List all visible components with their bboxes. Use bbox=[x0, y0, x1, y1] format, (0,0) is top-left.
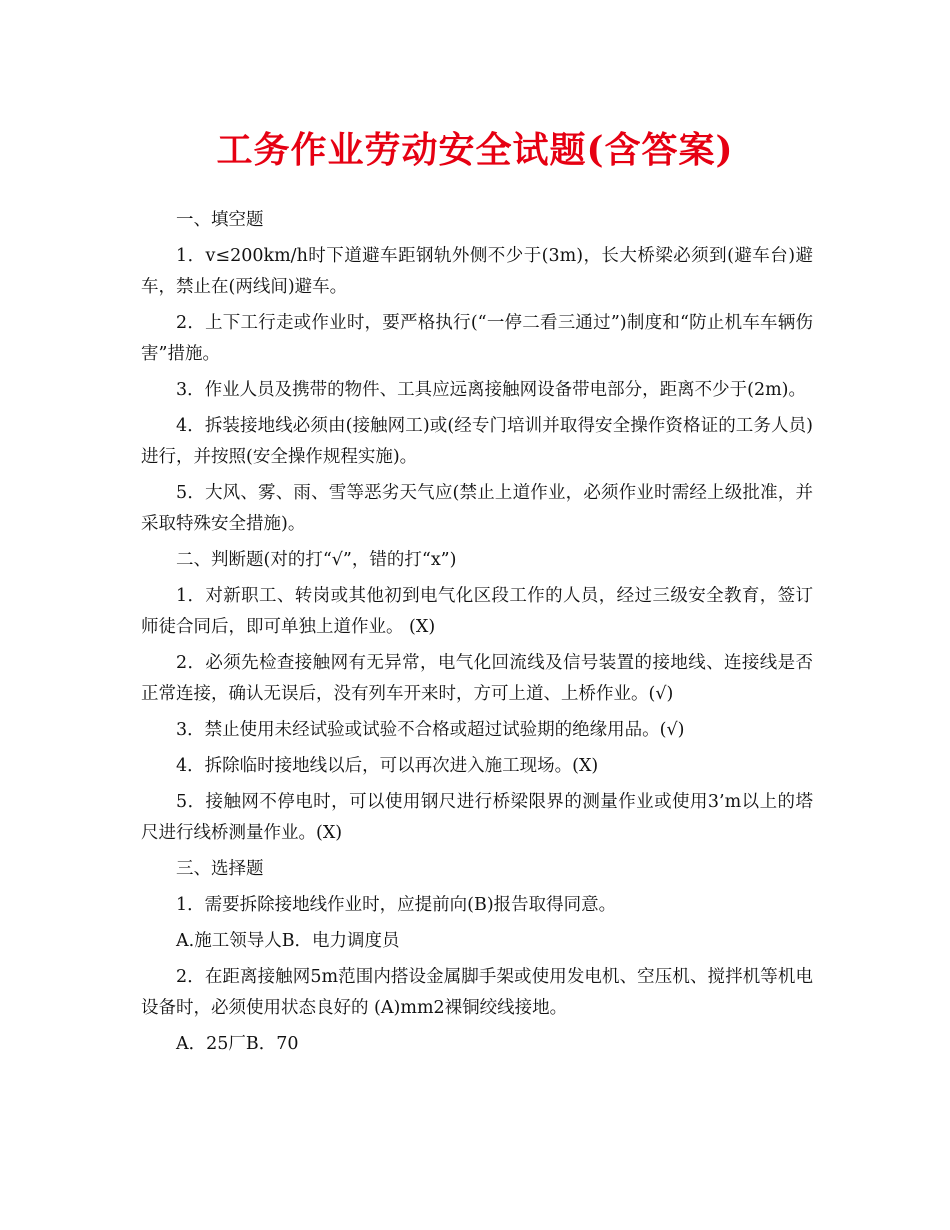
question-fill-5: 5．大风、雾、雨、雪等恶劣天气应(禁止上道作业，必须作业时需经上级批准，并采取特殊安全措施)。 bbox=[141, 483, 813, 534]
section-heading-multiple-choice: 三、选择题 bbox=[176, 859, 264, 879]
question-fill-2: 2．上下工行走或作业时，要严格执行(“一停二看三通过”)制度和“防止机车车辆伤害”措施。 bbox=[141, 313, 813, 364]
document-body bbox=[141, 205, 813, 1065]
question-fill-4: 4．拆装接地线必须由(接触网工)或(经专门培训并取得安全操作资格证的工务人员)进行，并按照(安全操作规程实施)。 bbox=[141, 416, 813, 467]
question-tf-3: 3．禁止使用未经试验或试验不合格或超过试验期的绝缘用品。(√) bbox=[176, 720, 685, 740]
question-choice-2-options: A．25厂B．70 bbox=[176, 1034, 299, 1054]
question-choice-1: 1．需要拆除接地线作业时，应提前向(B)报告取得同意。 bbox=[176, 895, 617, 915]
document-title: 工务作业劳动安全试题(含答案) bbox=[216, 129, 734, 171]
section-heading-true-false: 二、判断题(对的打“√”，错的打“x”) bbox=[176, 550, 457, 570]
question-tf-1: 1．对新职工、转岗或其他初到电气化区段工作的人员，经过三级安全教育，签订师徒合同后，即可单独上道作业。 (X) bbox=[141, 586, 813, 637]
section-heading-fill-in: 一、填空题 bbox=[176, 210, 264, 230]
question-tf-2: 2．必须先检查接触网有无异常，电气化回流线及信号装置的接地线、连接线是否正常连接，确认无误后，没有列车开来时，方可上道、上桥作业。(√) bbox=[141, 653, 813, 704]
question-fill-1: 1．v≤200km/h时下道避车距钢轨外侧不少于(3m)，长大桥梁必须到(避车台)避车，禁止在(两线间)避车。 bbox=[141, 246, 813, 297]
question-tf-4: 4．拆除临时接地线以后，可以再次进入施工现场。(X) bbox=[176, 756, 599, 776]
question-choice-2: 2．在距离接触网5m范围内搭设金属脚手架或使用发电机、空压机、搅拌机等机电设备时，必须使用状态良好的 (A)mm2裸铜绞线接地。 bbox=[141, 967, 813, 1018]
question-tf-5: 5．接触网不停电时，可以使用钢尺进行桥梁限界的测量作业或使用3’m以上的塔尺进行线桥测量作业。(X) bbox=[141, 792, 813, 843]
question-choice-1-options: A.施工领导人B．电力调度员 bbox=[176, 931, 400, 951]
question-fill-3: 3．作业人员及携带的物件、工具应远离接触网设备带电部分，距离不少于(2m)。 bbox=[176, 380, 807, 400]
